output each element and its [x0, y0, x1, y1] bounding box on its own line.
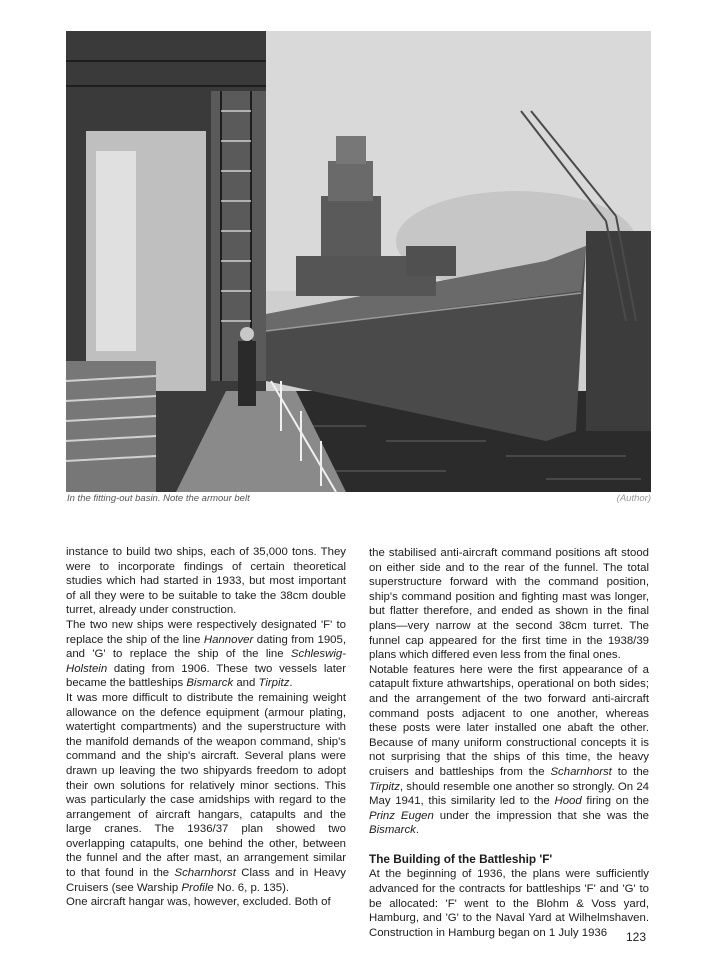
text-column-left	[66, 545, 346, 910]
paragraph: The two new ships were respectively designated 'F' to replace the ship of the line Hannover dating from 1905, and 'G' to replace the ship of the line Schleswig-Holstein dating from 1906. These two vessels later became the battleships Bismarck and Tirpitz.	[66, 618, 346, 690]
battleship-photo	[66, 31, 651, 492]
photo-illustration	[66, 31, 651, 492]
paragraph: At the beginning of 1936, the plans were sufficiently advanced for the contracts for battleships 'F' and 'G' to be allocated: 'F' went to the Blohm & Voss yard, Hamburg, and 'G' to the Naval Yard at Wilhelmshaven. Construction in Hamburg began on 1 July 1936	[369, 868, 649, 939]
paragraph: Notable features here were the first appearance of a catapult fixture athwartships, operational on both sides; and the arrangement of the two forward anti-aircraft command posts adjacent to one another, whereas these posts were later installed one abaft the other. Because of many uniform constructional concepts it is not surprising that the ships of this time, the heavy cruisers and battleships from the Scharnhorst to the Tirpitz, should resemble one another so strongly. On 24 May 1941, this similarity led to the Hood firing on the Prinz Eugen under the impression that she was the Bismarck.	[369, 663, 650, 837]
paragraph: the stabilised anti-aircraft command positions aft stood on either side and to the rear of the funnel. The total superstructure forward with the command position, ship's command position and fighting mast was longer, but flatter therefore, and ended as shown in the final plans—very narrow at the second 38cm turret. The funnel cap appeared for the first time in the 1938/39 plans which differed even less from the final ones.	[369, 547, 649, 662]
paragraph: It was more difficult to distribute the remaining weight allowance on the defence equipment (armour plating, watertight compartments) and the superstructure with the manifold demands of the weapon command, ship's command and the ship's aircraft. Several plans were drawn up leaving the two shipyards freedom to adopt their own solutions for relatively minor sections. This was particularly the case amidships with regard to the arrangement of aircraft hangars, catapults and the large cranes. The 1936/37 plan showed two overlapping catapults, one behind the other, between the funnel and the after mast, an arrangement similar to that found in the Scharnhorst Class and in Heavy Cruisers (see Warship Profile No. 6, p. 135).	[66, 691, 346, 894]
text-column-right	[369, 546, 649, 940]
paragraph: instance to build two ships, each of 35,000 tons. They were to incorporate findings of certain theoretical studies which had started in 1933, but most important of all they were to be suitable to take the 38cm double turret, already under construction.	[66, 546, 346, 617]
page-number: 123	[626, 930, 647, 944]
section-heading: The Building of the Battleship 'F'	[369, 851, 553, 866]
photo-caption	[66, 493, 651, 507]
photo-credit: (Author)	[616, 493, 651, 504]
paragraph: One aircraft hangar was, however, excluded. Both of	[66, 896, 331, 909]
caption-text: In the fitting-out basin. Note the armour belt	[67, 493, 250, 504]
